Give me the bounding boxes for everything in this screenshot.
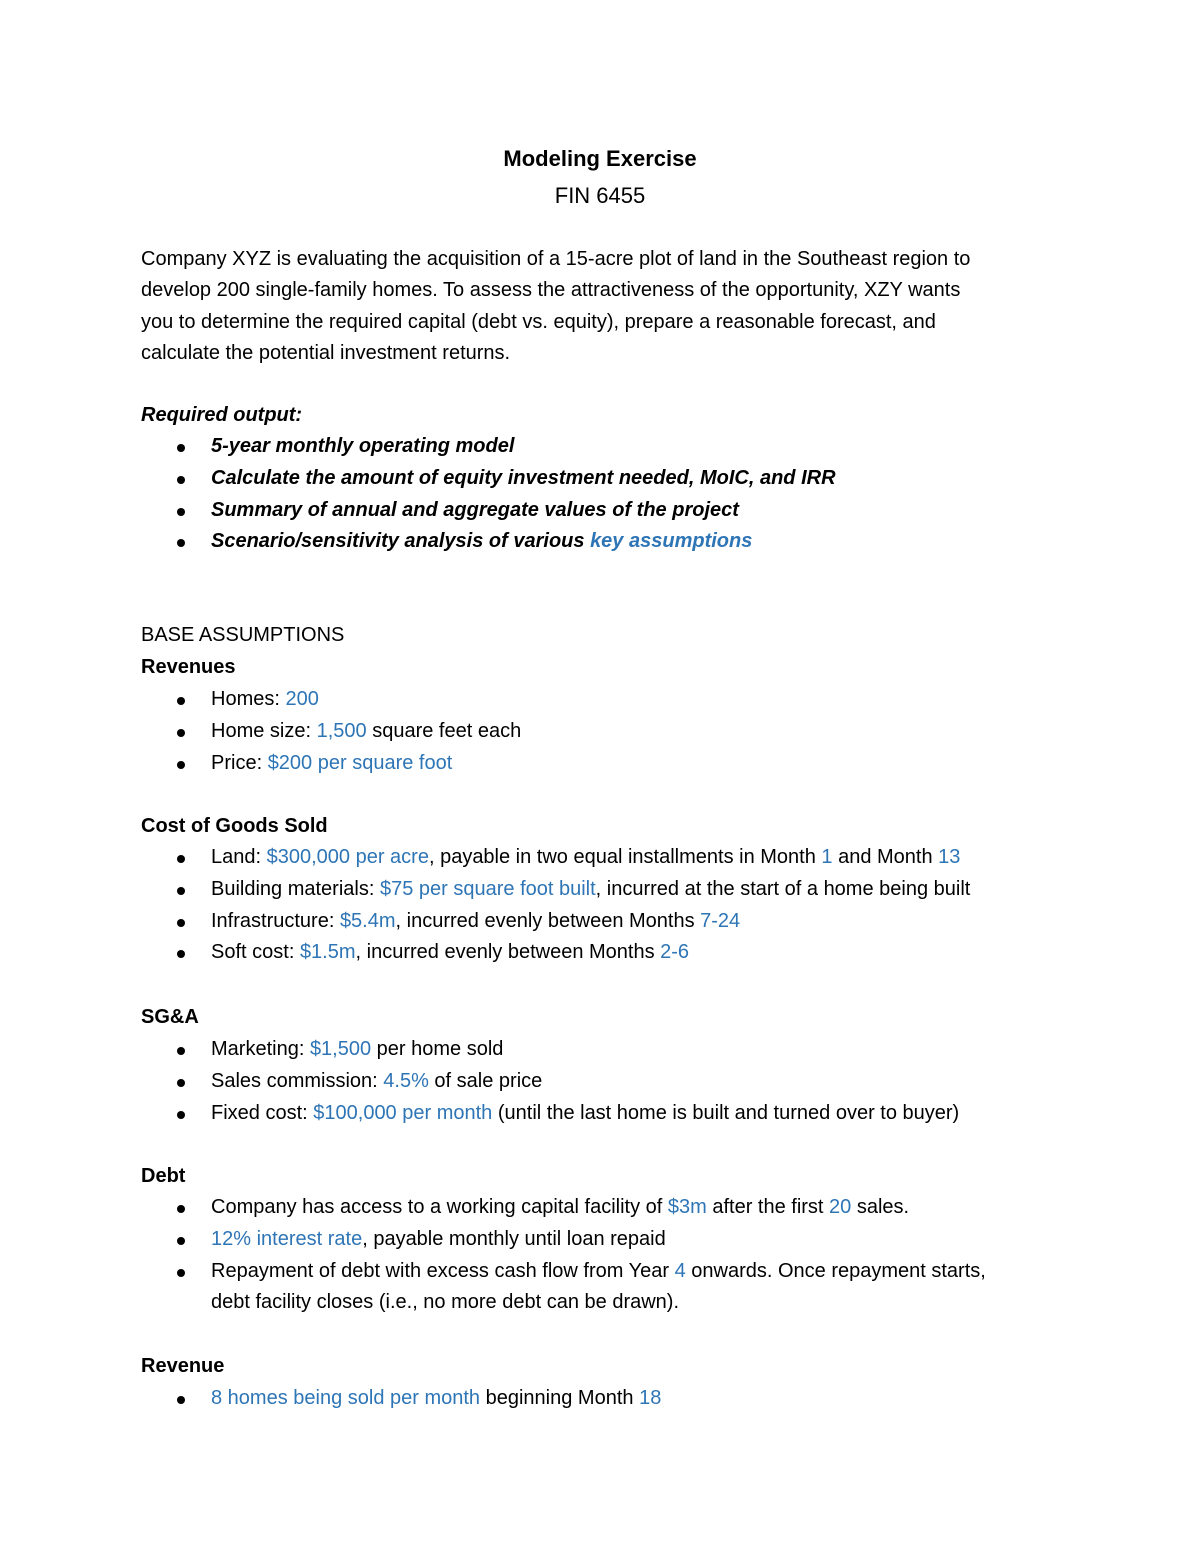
list-item: Home size: 1,500 square feet each — [141, 716, 1071, 748]
document-title: Modeling Exercise — [503, 146, 697, 171]
bullet-icon — [177, 1237, 185, 1245]
debt-list — [141, 1192, 1071, 1319]
intro-line: calculate the potential investment returns. — [141, 341, 511, 364]
bullet-icon — [177, 1269, 185, 1277]
debt-heading: Debt — [141, 1165, 186, 1187]
list-item: 5-year monthly operating model — [141, 431, 1071, 463]
bullet-icon — [177, 855, 185, 863]
required-output-heading: Required output: — [141, 404, 303, 426]
bullet-icon — [177, 508, 185, 516]
list-item: Building materials: $75 per square foot built, incurred at the start of a home being built — [141, 874, 1071, 906]
intro-line: you to determine the required capital (debt vs. equity), prepare a reasonable forecast, and — [141, 310, 936, 333]
intro-paragraph — [141, 244, 1061, 369]
list-item: Calculate the amount of equity investment needed, MoIC, and IRR — [141, 463, 1071, 495]
bullet-icon — [177, 950, 185, 958]
list-item: 12% interest rate, payable monthly until loan repaid — [141, 1224, 1071, 1256]
bullet-icon — [177, 1396, 185, 1404]
bullet-icon — [177, 444, 185, 452]
revenues-list — [141, 684, 1071, 779]
bullet-icon — [177, 539, 185, 547]
intro-line: Company XYZ is evaluating the acquisition of a 15-acre plot of land in the Southeast region to — [141, 248, 971, 270]
list-item: Soft cost: $1.5m, incurred evenly between Months 2-6 — [141, 937, 1071, 969]
bullet-icon — [177, 887, 185, 895]
bullet-icon — [177, 697, 185, 705]
sga-heading: SG&A — [141, 1006, 199, 1028]
list-item: Fixed cost: $100,000 per month (until the last home is built and turned over to buyer) — [141, 1098, 1071, 1130]
list-item: Company has access to a working capital facility of $3m after the first 20 sales. — [141, 1192, 1071, 1224]
bullet-icon — [177, 1047, 185, 1055]
course-code: FIN 6455 — [554, 183, 646, 208]
revenue-schedule-heading: Revenue — [141, 1355, 225, 1377]
bullet-icon — [177, 1079, 185, 1087]
intro-line: develop 200 single-family homes. To assess the attractiveness of the opportunity, XZY wants — [141, 279, 961, 302]
list-item: Homes: 200 — [141, 684, 1071, 716]
bullet-icon — [177, 1205, 185, 1213]
key-assumptions-highlight: key assumptions — [590, 530, 753, 553]
bullet-icon — [177, 761, 185, 769]
revenues-heading: Revenues — [141, 656, 236, 678]
sga-list — [141, 1034, 1071, 1129]
list-item: Price: $200 per square foot — [141, 748, 1071, 780]
list-item: Marketing: $1,500 per home sold — [141, 1034, 1071, 1066]
revenue-schedule-list — [141, 1383, 1071, 1415]
list-item: Repayment of debt with excess cash flow from Year 4 onwards. Once repayment starts, debt facility closes (i.e., no more debt can be drawn). — [141, 1256, 1071, 1320]
bullet-icon — [177, 919, 185, 927]
list-item: Scenario/sensitivity analysis of various key assumptions — [141, 526, 1071, 558]
list-item: 8 homes being sold per month beginning Month 18 — [141, 1383, 1071, 1415]
list-item: Infrastructure: $5.4m, incurred evenly between Months 7-24 — [141, 906, 1071, 938]
list-item: Land: $300,000 per acre, payable in two equal installments in Month 1 and Month 13 — [141, 842, 1071, 874]
bullet-icon — [177, 729, 185, 737]
required-output-list — [141, 431, 1071, 558]
bullet-icon — [177, 476, 185, 484]
bullet-icon — [177, 1111, 185, 1119]
cogs-heading: Cost of Goods Sold — [141, 815, 328, 837]
base-assumptions-heading: BASE ASSUMPTIONS — [141, 624, 345, 646]
list-item: Sales commission: 4.5% of sale price — [141, 1066, 1071, 1098]
list-item: Summary of annual and aggregate values of the project — [141, 495, 1071, 527]
cogs-list — [141, 842, 1071, 969]
